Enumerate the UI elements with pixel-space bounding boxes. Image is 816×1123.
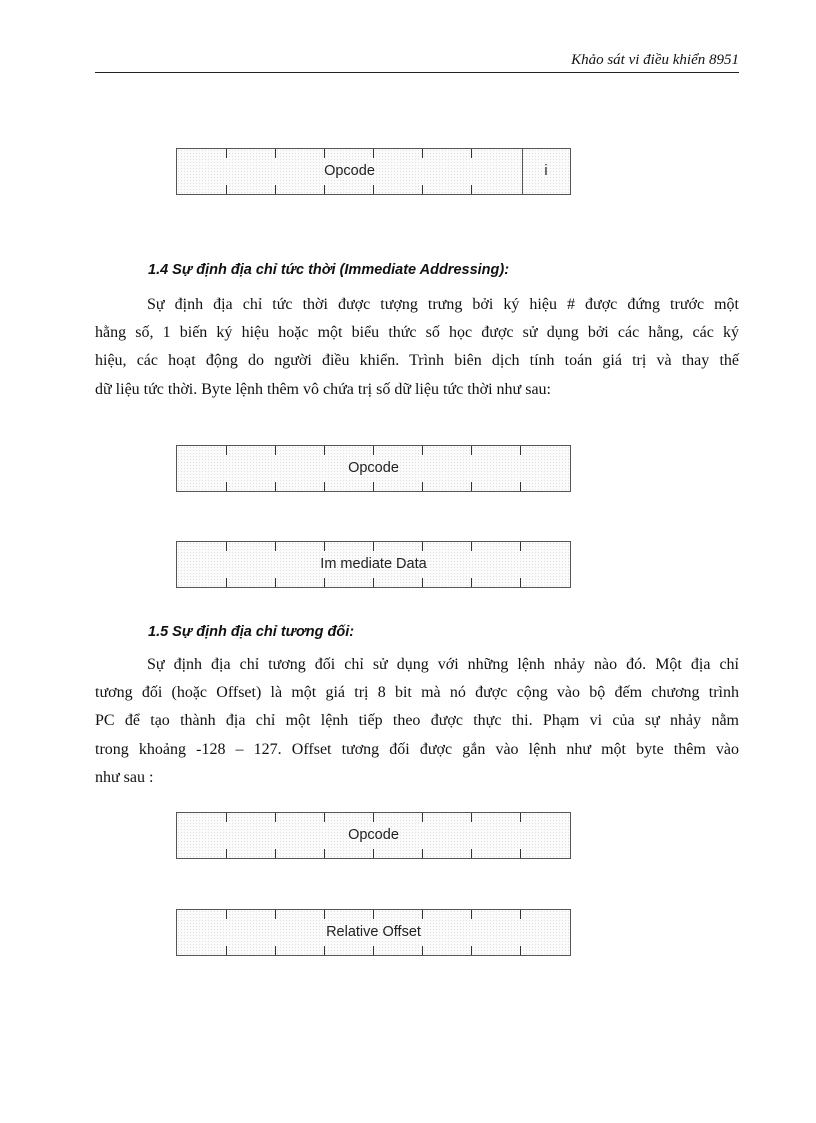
opcode-label: Opcode [324, 163, 375, 179]
relative-offset-label: Relative Offset [326, 924, 421, 940]
paragraph-line: dữ liệu tức thời. Byte lệnh thêm vô chứa trị số dữ liệu tức thời như sau: [95, 380, 551, 398]
opcode-label: Opcode [348, 460, 399, 476]
i-bit-label: i [544, 163, 548, 179]
relative-offset-diagram [176, 909, 571, 956]
section-1-4-paragraph [95, 291, 739, 404]
immediate-data-label: Im mediate Data [320, 556, 427, 572]
paragraph-line: tương đối (hoặc Offset) là một giá trị 8 bit mà nó được cộng vào bộ đếm chương trình [95, 684, 739, 702]
paragraph-line: PC để tạo thành địa chỉ một lệnh tiếp theo được thực thi. Phạm vi của sự nhảy nằm [95, 712, 739, 730]
section-heading-1-5: 1.5 Sự định địa chỉ tương đối: [148, 624, 355, 640]
relative-opcode-diagram [176, 812, 571, 859]
immediate-data-diagram [176, 541, 571, 588]
paragraph-line: như sau : [95, 768, 154, 786]
paragraph-line: Sự định địa chỉ tức thời được tượng trưng bởi ký hiệu # được đứng trước một [147, 296, 739, 313]
paragraph-line: Sự định địa chỉ tương đối chỉ sử dụng với những lệnh nhảy nào đó. Một địa chỉ [147, 656, 739, 673]
running-header: Khảo sát vi điều khiển 8951 [571, 52, 739, 68]
immediate-opcode-diagram [176, 445, 571, 492]
header-rule [95, 72, 739, 73]
section-1-5-paragraph [95, 651, 739, 792]
opcode-label: Opcode [348, 827, 399, 843]
opcode-i-diagram [176, 148, 571, 195]
paragraph-line: hiệu, các hoạt động do người điều khiển. Trình biên dịch tính toán giá trị và thay thế [95, 352, 739, 370]
paragraph-line: trong khoảng -128 – 127. Offset tương đối được gắn vào lệnh như một byte thêm vào [95, 740, 739, 758]
paragraph-line: hằng số, 1 biến ký hiệu hoặc một biểu thức số học được sử dụng bởi các hằng, các ký [95, 324, 739, 342]
section-heading-1-4: 1.4 Sự định địa chỉ tức thời (Immediate Addressing): [148, 262, 510, 278]
